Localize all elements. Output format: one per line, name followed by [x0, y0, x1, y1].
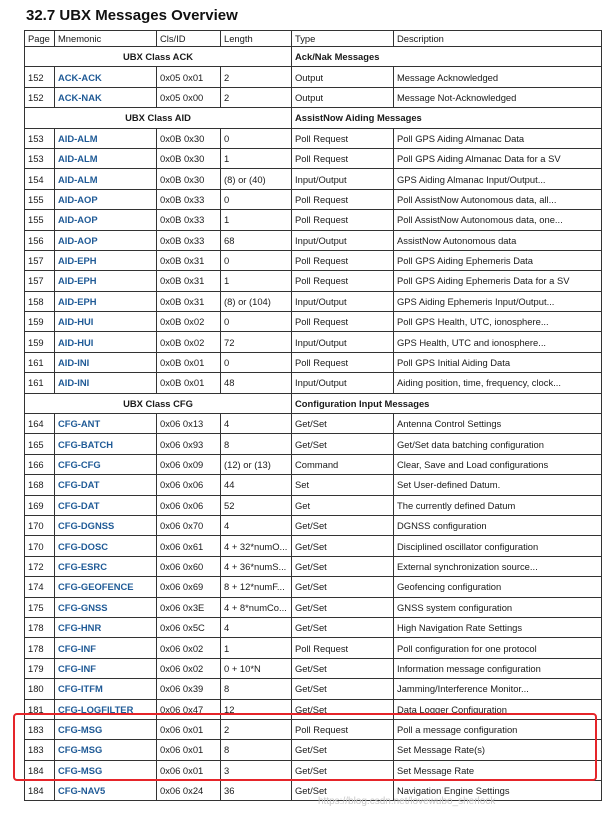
cell-cls-id: 0x05 0x01: [157, 67, 221, 87]
cell-length: 1: [221, 210, 292, 230]
table-row: [25, 515, 602, 535]
table-row: [25, 638, 602, 658]
header-type: Type: [292, 31, 394, 47]
table-row: [25, 781, 602, 801]
cell-cls-id: 0x06 0x02: [157, 658, 221, 678]
cell-mnemonic: CFG-HNR: [55, 617, 157, 637]
cell-description: Poll GPS Health, UTC, ionosphere...: [394, 312, 602, 332]
cell-length: 0: [221, 250, 292, 270]
cell-length: 0: [221, 352, 292, 372]
cell-cls-id: 0x0B 0x30: [157, 169, 221, 189]
cell-cls-id: 0x06 0x06: [157, 475, 221, 495]
cell-page: 172: [25, 556, 55, 576]
cell-type: Poll Request: [292, 352, 394, 372]
cell-cls-id: 0x0B 0x31: [157, 250, 221, 270]
cell-page: 180: [25, 679, 55, 699]
table-row: [25, 475, 602, 495]
table-row: [25, 434, 602, 454]
cell-cls-id: 0x0B 0x02: [157, 312, 221, 332]
cell-mnemonic: CFG-ESRC: [55, 556, 157, 576]
cell-description: The currently defined Datum: [394, 495, 602, 515]
cell-page: 152: [25, 87, 55, 107]
cell-length: 48: [221, 373, 292, 393]
cell-cls-id: 0x0B 0x01: [157, 352, 221, 372]
table-row: [25, 169, 602, 189]
cell-type: Get/Set: [292, 414, 394, 434]
cell-page: 170: [25, 536, 55, 556]
cell-type: Input/Output: [292, 373, 394, 393]
cell-description: Message Not-Acknowledged: [394, 87, 602, 107]
cell-length: 2: [221, 719, 292, 739]
cell-cls-id: 0x0B 0x31: [157, 271, 221, 291]
cell-type: Poll Request: [292, 189, 394, 209]
cell-type: Get/Set: [292, 679, 394, 699]
table-row: [25, 658, 602, 678]
table-row: [25, 556, 602, 576]
cell-mnemonic: AID-ALM: [55, 128, 157, 148]
cell-cls-id: 0x06 0x01: [157, 760, 221, 780]
cell-length: 0: [221, 312, 292, 332]
cell-mnemonic: CFG-BATCH: [55, 434, 157, 454]
table-row: [25, 719, 602, 739]
cell-page: 183: [25, 740, 55, 760]
cell-description: External synchronization source...: [394, 556, 602, 576]
cell-cls-id: 0x06 0x01: [157, 719, 221, 739]
cell-cls-id: 0x06 0x24: [157, 781, 221, 801]
cell-mnemonic: CFG-GEOFENCE: [55, 577, 157, 597]
cell-type: Input/Output: [292, 332, 394, 352]
table-row: [25, 67, 602, 87]
cell-page: 155: [25, 210, 55, 230]
cell-mnemonic: CFG-NAV5: [55, 781, 157, 801]
cell-type: Output: [292, 87, 394, 107]
table-row: [25, 332, 602, 352]
cell-cls-id: 0x0B 0x30: [157, 148, 221, 168]
cell-page: 179: [25, 658, 55, 678]
watermark: https://blog.csdn.net/lovewubo_sherlock: [318, 796, 496, 807]
cell-description: Disciplined oscillator configuration: [394, 536, 602, 556]
table-row: [25, 373, 602, 393]
cell-length: 8: [221, 740, 292, 760]
cell-type: Get: [292, 495, 394, 515]
cell-type: Poll Request: [292, 312, 394, 332]
cell-page: 161: [25, 352, 55, 372]
cell-page: 178: [25, 617, 55, 637]
class-label: UBX Class CFG: [25, 393, 292, 413]
cell-type: Poll Request: [292, 128, 394, 148]
cell-length: 0: [221, 128, 292, 148]
cell-mnemonic: AID-HUI: [55, 312, 157, 332]
cell-cls-id: 0x06 0x09: [157, 454, 221, 474]
cell-page: 161: [25, 373, 55, 393]
cell-description: Clear, Save and Load configurations: [394, 454, 602, 474]
cell-description: Data Logger Configuration: [394, 699, 602, 719]
table-row: [25, 760, 602, 780]
cell-cls-id: 0x06 0x3E: [157, 597, 221, 617]
cell-mnemonic: CFG-DAT: [55, 495, 157, 515]
cell-cls-id: 0x06 0x13: [157, 414, 221, 434]
cell-description: Geofencing configuration: [394, 577, 602, 597]
cell-type: Set: [292, 475, 394, 495]
cell-cls-id: 0x06 0x93: [157, 434, 221, 454]
cell-description: GPS Aiding Ephemeris Input/Output...: [394, 291, 602, 311]
cell-cls-id: 0x0B 0x33: [157, 189, 221, 209]
cell-type: Poll Request: [292, 271, 394, 291]
cell-mnemonic: ACK-ACK: [55, 67, 157, 87]
cell-description: AssistNow Autonomous data: [394, 230, 602, 250]
cell-cls-id: 0x06 0x69: [157, 577, 221, 597]
cell-type: Poll Request: [292, 719, 394, 739]
table-row: [25, 414, 602, 434]
cell-description: GPS Aiding Almanac Input/Output...: [394, 169, 602, 189]
cell-description: Poll AssistNow Autonomous data, one...: [394, 210, 602, 230]
cell-description: Poll GPS Aiding Ephemeris Data for a SV: [394, 271, 602, 291]
cell-description: Message Acknowledged: [394, 67, 602, 87]
cell-mnemonic: CFG-DGNSS: [55, 515, 157, 535]
cell-page: 157: [25, 250, 55, 270]
cell-mnemonic: AID-EPH: [55, 271, 157, 291]
cell-type: Get/Set: [292, 781, 394, 801]
cell-length: (8) or (104): [221, 291, 292, 311]
header-description: Description: [394, 31, 602, 47]
cell-mnemonic: AID-EPH: [55, 250, 157, 270]
table-row: [25, 597, 602, 617]
cell-type: Get/Set: [292, 699, 394, 719]
cell-cls-id: 0x06 0x39: [157, 679, 221, 699]
cell-length: 3: [221, 760, 292, 780]
cell-cls-id: 0x06 0x5C: [157, 617, 221, 637]
cell-type: Get/Set: [292, 760, 394, 780]
table-row: [25, 148, 602, 168]
cell-type: Get/Set: [292, 434, 394, 454]
cell-length: 4 + 8*numCo...: [221, 597, 292, 617]
table-row: [25, 699, 602, 719]
class-header-row: [25, 108, 602, 128]
cell-mnemonic: AID-AOP: [55, 230, 157, 250]
cell-length: 8 + 12*numF...: [221, 577, 292, 597]
cell-description: Set Message Rate(s): [394, 740, 602, 760]
cell-description: Poll AssistNow Autonomous data, all...: [394, 189, 602, 209]
cell-page: 156: [25, 230, 55, 250]
cell-description: Poll GPS Initial Aiding Data: [394, 352, 602, 372]
cell-length: 0: [221, 189, 292, 209]
cell-page: 181: [25, 699, 55, 719]
class-header-row: [25, 47, 602, 67]
cell-page: 154: [25, 169, 55, 189]
cell-type: Get/Set: [292, 515, 394, 535]
cell-cls-id: 0x06 0x01: [157, 740, 221, 760]
cell-page: 159: [25, 332, 55, 352]
cell-page: 175: [25, 597, 55, 617]
class-header-row: [25, 393, 602, 413]
cell-mnemonic: CFG-CFG: [55, 454, 157, 474]
page-title: 32.7 UBX Messages Overview: [26, 7, 238, 24]
cell-length: 36: [221, 781, 292, 801]
table-row: [25, 577, 602, 597]
cell-type: Get/Set: [292, 597, 394, 617]
cell-description: Set User-defined Datum.: [394, 475, 602, 495]
cell-page: 166: [25, 454, 55, 474]
cell-length: 4: [221, 414, 292, 434]
cell-length: 1: [221, 638, 292, 658]
cell-description: Navigation Engine Settings: [394, 781, 602, 801]
cell-type: Get/Set: [292, 617, 394, 637]
table-row: [25, 271, 602, 291]
cell-length: 8: [221, 434, 292, 454]
cell-length: (8) or (40): [221, 169, 292, 189]
cell-length: 68: [221, 230, 292, 250]
cell-description: High Navigation Rate Settings: [394, 617, 602, 637]
cell-page: 169: [25, 495, 55, 515]
cell-length: 52: [221, 495, 292, 515]
cell-page: 183: [25, 719, 55, 739]
cell-cls-id: 0x05 0x00: [157, 87, 221, 107]
cell-mnemonic: AID-ALM: [55, 148, 157, 168]
cell-length: 4: [221, 617, 292, 637]
table-row: [25, 128, 602, 148]
cell-length: (12) or (13): [221, 454, 292, 474]
cell-description: Jamming/Interference Monitor...: [394, 679, 602, 699]
header-length: Length: [221, 31, 292, 47]
cell-mnemonic: CFG-INF: [55, 638, 157, 658]
table-row: [25, 189, 602, 209]
cell-cls-id: 0x0B 0x30: [157, 128, 221, 148]
cell-page: 164: [25, 414, 55, 434]
header-cls-id: Cls/ID: [157, 31, 221, 47]
cell-type: Poll Request: [292, 250, 394, 270]
cell-mnemonic: CFG-GNSS: [55, 597, 157, 617]
cell-page: 174: [25, 577, 55, 597]
cell-mnemonic: CFG-INF: [55, 658, 157, 678]
cell-page: 158: [25, 291, 55, 311]
class-description: Ack/Nak Messages: [292, 47, 602, 67]
cell-type: Command: [292, 454, 394, 474]
cell-mnemonic: CFG-MSG: [55, 719, 157, 739]
cell-length: 12: [221, 699, 292, 719]
table-row: [25, 454, 602, 474]
cell-page: 152: [25, 67, 55, 87]
cell-description: DGNSS configuration: [394, 515, 602, 535]
cell-page: 170: [25, 515, 55, 535]
cell-type: Input/Output: [292, 169, 394, 189]
cell-type: Get/Set: [292, 556, 394, 576]
cell-mnemonic: CFG-DAT: [55, 475, 157, 495]
cell-cls-id: 0x06 0x47: [157, 699, 221, 719]
cell-mnemonic: AID-INI: [55, 352, 157, 372]
cell-length: 44: [221, 475, 292, 495]
cell-length: 2: [221, 67, 292, 87]
cell-cls-id: 0x06 0x70: [157, 515, 221, 535]
cell-type: Get/Set: [292, 658, 394, 678]
class-label: UBX Class ACK: [25, 47, 292, 67]
cell-cls-id: 0x0B 0x33: [157, 230, 221, 250]
cell-page: 184: [25, 760, 55, 780]
cell-length: 4: [221, 515, 292, 535]
table-row: [25, 312, 602, 332]
table-row: [25, 495, 602, 515]
cell-type: Output: [292, 67, 394, 87]
cell-description: Get/Set data batching configuration: [394, 434, 602, 454]
cell-length: 1: [221, 271, 292, 291]
cell-cls-id: 0x06 0x02: [157, 638, 221, 658]
table-row: [25, 230, 602, 250]
table-row: [25, 617, 602, 637]
table-row: [25, 250, 602, 270]
header-mnemonic: Mnemonic: [55, 31, 157, 47]
cell-mnemonic: AID-AOP: [55, 210, 157, 230]
cell-cls-id: 0x06 0x06: [157, 495, 221, 515]
cell-mnemonic: CFG-MSG: [55, 740, 157, 760]
cell-mnemonic: CFG-ANT: [55, 414, 157, 434]
cell-type: Input/Output: [292, 230, 394, 250]
cell-mnemonic: AID-AOP: [55, 189, 157, 209]
cell-description: GNSS system configuration: [394, 597, 602, 617]
cell-length: 72: [221, 332, 292, 352]
cell-cls-id: 0x0B 0x31: [157, 291, 221, 311]
cell-cls-id: 0x0B 0x02: [157, 332, 221, 352]
cell-page: 184: [25, 781, 55, 801]
cell-type: Poll Request: [292, 638, 394, 658]
cell-type: Get/Set: [292, 536, 394, 556]
cell-cls-id: 0x0B 0x01: [157, 373, 221, 393]
cell-length: 4 + 32*numO...: [221, 536, 292, 556]
cell-mnemonic: ACK-NAK: [55, 87, 157, 107]
cell-page: 155: [25, 189, 55, 209]
cell-mnemonic: AID-HUI: [55, 332, 157, 352]
cell-length: 2: [221, 87, 292, 107]
cell-description: GPS Health, UTC and ionosphere...: [394, 332, 602, 352]
cell-type: Poll Request: [292, 148, 394, 168]
cell-length: 8: [221, 679, 292, 699]
cell-description: Set Message Rate: [394, 760, 602, 780]
cell-description: Information message configuration: [394, 658, 602, 678]
cell-page: 157: [25, 271, 55, 291]
cell-mnemonic: AID-ALM: [55, 169, 157, 189]
table-row: [25, 679, 602, 699]
table-row: [25, 210, 602, 230]
cell-length: 4 + 36*numS...: [221, 556, 292, 576]
table-row: [25, 291, 602, 311]
cell-mnemonic: AID-INI: [55, 373, 157, 393]
cell-page: 153: [25, 128, 55, 148]
table-row: [25, 87, 602, 107]
ubx-messages-table: [24, 30, 602, 801]
cell-description: Poll GPS Aiding Ephemeris Data: [394, 250, 602, 270]
cell-description: Poll GPS Aiding Almanac Data for a SV: [394, 148, 602, 168]
cell-cls-id: 0x06 0x61: [157, 536, 221, 556]
header-page: Page: [25, 31, 55, 47]
cell-cls-id: 0x0B 0x33: [157, 210, 221, 230]
cell-length: 0 + 10*N: [221, 658, 292, 678]
cell-type: Get/Set: [292, 577, 394, 597]
cell-mnemonic: AID-EPH: [55, 291, 157, 311]
cell-length: 1: [221, 148, 292, 168]
cell-type: Poll Request: [292, 210, 394, 230]
cell-page: 168: [25, 475, 55, 495]
class-description: AssistNow Aiding Messages: [292, 108, 602, 128]
cell-mnemonic: CFG-ITFM: [55, 679, 157, 699]
cell-page: 165: [25, 434, 55, 454]
class-description: Configuration Input Messages: [292, 393, 602, 413]
cell-description: Poll configuration for one protocol: [394, 638, 602, 658]
table-row: [25, 352, 602, 372]
cell-page: 153: [25, 148, 55, 168]
cell-mnemonic: CFG-LOGFILTER: [55, 699, 157, 719]
table-row: [25, 536, 602, 556]
class-label: UBX Class AID: [25, 108, 292, 128]
cell-description: Antenna Control Settings: [394, 414, 602, 434]
cell-mnemonic: CFG-MSG: [55, 760, 157, 780]
cell-page: 159: [25, 312, 55, 332]
cell-page: 178: [25, 638, 55, 658]
cell-type: Input/Output: [292, 291, 394, 311]
cell-cls-id: 0x06 0x60: [157, 556, 221, 576]
table-header-row: [25, 31, 602, 47]
table-row: [25, 740, 602, 760]
cell-type: Get/Set: [292, 740, 394, 760]
cell-mnemonic: CFG-DOSC: [55, 536, 157, 556]
cell-description: Aiding position, time, frequency, clock...: [394, 373, 602, 393]
cell-description: Poll a message configuration: [394, 719, 602, 739]
cell-description: Poll GPS Aiding Almanac Data: [394, 128, 602, 148]
